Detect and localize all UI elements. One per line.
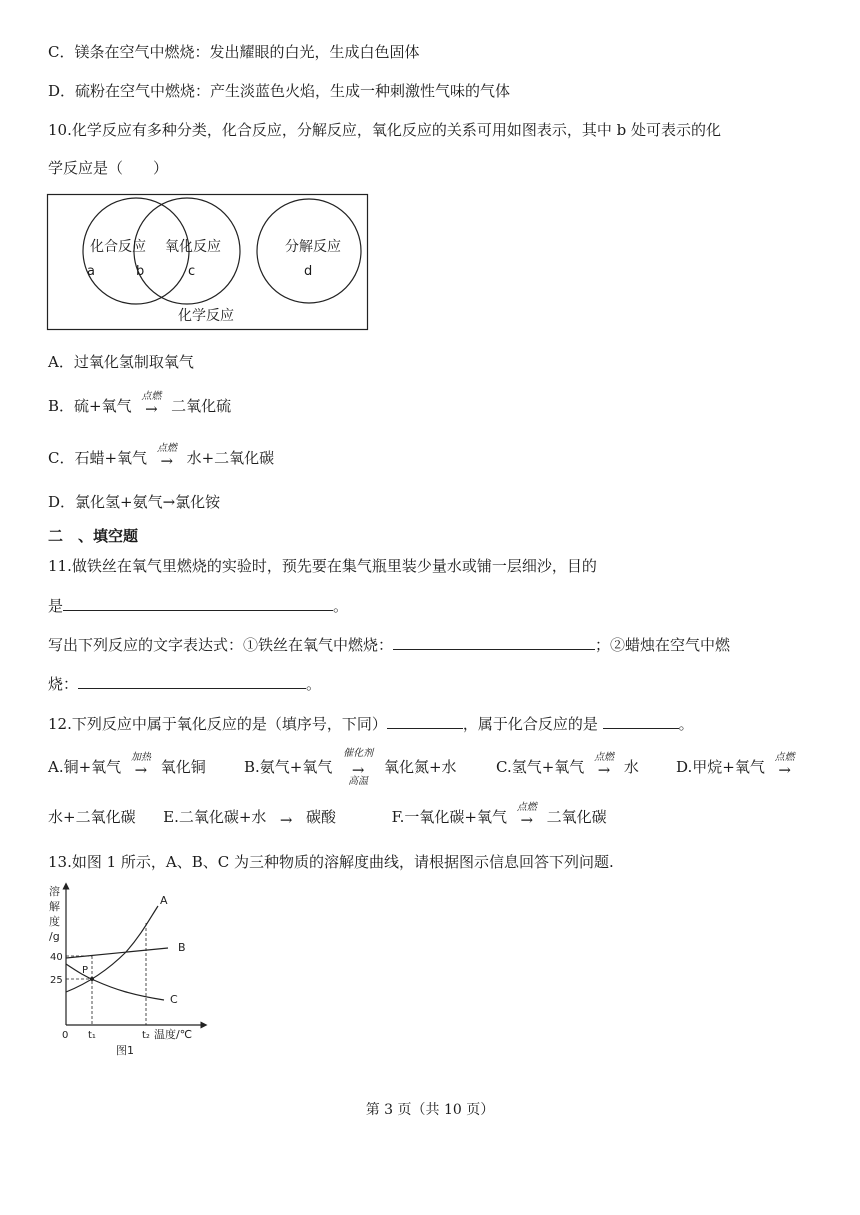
answer-blank[interactable] bbox=[63, 595, 333, 611]
reaction-venn-diagram bbox=[46, 193, 370, 332]
q12-a-reactants: A.铜+氧气 bbox=[48, 758, 122, 776]
curve-B-label: B bbox=[178, 941, 186, 954]
label-combination: 化合反应 bbox=[90, 239, 146, 255]
q12-d-reactants: D.甲烷+氧气 bbox=[676, 758, 765, 776]
arrow-condition: 点燃 bbox=[594, 752, 615, 763]
page-footer: 第 3 页（共 10 页） bbox=[365, 1102, 495, 1118]
q12-a-products: 氧化铜 bbox=[160, 758, 206, 776]
q12-f-products: 二氧化碳 bbox=[546, 808, 607, 826]
q12-e-products: 碳酸 bbox=[306, 808, 337, 826]
curve-A-label: A bbox=[160, 894, 168, 907]
q12-line2 bbox=[48, 802, 607, 829]
q11-prefix: 是 bbox=[48, 597, 64, 615]
q10-stem-line2: 学反应是（ ） bbox=[48, 159, 169, 177]
y-tick-40: 40 bbox=[50, 952, 63, 963]
q11-line2 bbox=[48, 595, 348, 616]
letter-d: d bbox=[304, 264, 313, 279]
reaction-arrow: 点燃 → bbox=[136, 397, 166, 417]
curve-A bbox=[66, 906, 158, 992]
q10-b-reactants: B．硫+氧气 bbox=[48, 397, 132, 415]
answer-blank[interactable] bbox=[603, 713, 679, 729]
label-chemical-reaction: 化学反应 bbox=[178, 308, 234, 324]
q10-stem-line1: 10.化学反应有多种分类，化合反应，分解反应，氧化反应的关系可用如图表示，其中 b 处可表示的化 bbox=[48, 121, 721, 139]
q12-stem-part2: ，属于化合反应的是 bbox=[462, 715, 598, 733]
reaction-arrow: 点燃 → bbox=[152, 449, 182, 469]
q12-d-products: 水+二氧化碳 bbox=[48, 808, 136, 826]
q11-line1: 11.做铁丝在氧气里燃烧的实验时，预先要在集气瓶里装少量水或铺一层细沙，目的 bbox=[48, 557, 597, 575]
label-decomposition: 分解反应 bbox=[285, 239, 341, 255]
q10-c-reactants: C．石蜡+氧气 bbox=[48, 449, 148, 467]
q12-b-products: 氧化氮+水 bbox=[383, 758, 457, 776]
answer-blank[interactable] bbox=[393, 634, 595, 650]
figure-caption: 图1 bbox=[116, 1044, 134, 1057]
q12-f-reactants: F.一氧化碳+氧气 bbox=[391, 808, 507, 826]
point-P-label: P bbox=[82, 965, 89, 976]
reaction-arrow: 催化剂 → 高温 bbox=[337, 758, 379, 778]
q11-expression-prompt-2: ；②蜡烛在空气中燃 bbox=[595, 636, 731, 654]
q12-c-reactants: C.氢气+氧气 bbox=[496, 758, 585, 776]
q12-option-d bbox=[676, 752, 800, 779]
x-tick-t2: t₂ bbox=[142, 1030, 150, 1041]
section-title: 二 、填空题 bbox=[48, 527, 139, 545]
letter-c: c bbox=[188, 264, 196, 279]
reaction-arrow: → bbox=[279, 811, 293, 829]
reaction-arrow: 点燃 → bbox=[770, 758, 800, 778]
q10-option-a: A．过氧化氢制取氧气 bbox=[48, 353, 194, 371]
x-tick-t1: t₁ bbox=[88, 1030, 96, 1041]
q10-option-c bbox=[48, 443, 275, 470]
ylabel-char: 解 bbox=[49, 900, 60, 913]
q9-option-d: D．硫粉在空气中燃烧：产生淡蓝色火焰，生成一种刺激性气味的气体 bbox=[48, 82, 511, 100]
q12-b-reactants: B.氨气+氧气 bbox=[244, 758, 333, 776]
q10-c-products: 水+二氧化碳 bbox=[186, 449, 275, 467]
q12-e-reactants: E.二氧化碳+水 bbox=[163, 808, 267, 826]
curve-B bbox=[66, 948, 168, 958]
ylabel-char: 度 bbox=[49, 915, 60, 928]
q11-line3 bbox=[48, 634, 730, 655]
q12-option-c bbox=[496, 752, 639, 779]
q11-expression-prompt: 写出下列反应的文字表达式：①铁丝在氧气中燃烧： bbox=[48, 636, 394, 654]
q11-line4-suffix: 。 bbox=[306, 675, 322, 693]
curve-C bbox=[66, 964, 164, 1000]
answer-blank[interactable] bbox=[387, 713, 463, 729]
q12-stem bbox=[48, 713, 694, 734]
point-P bbox=[90, 977, 94, 981]
origin-label: 0 bbox=[62, 1030, 69, 1041]
q9-option-c: C．镁条在空气中燃烧：发出耀眼的白光，生成白色固体 bbox=[48, 43, 420, 61]
q12-c-products: 水 bbox=[623, 758, 639, 776]
arrow-condition: 点燃 bbox=[516, 802, 537, 813]
label-oxidation: 氧化反应 bbox=[165, 239, 221, 255]
reaction-arrow: 点燃 → bbox=[512, 808, 542, 828]
arrow-condition: 点燃 bbox=[774, 752, 795, 763]
answer-blank[interactable] bbox=[78, 673, 306, 689]
reaction-arrow: 点燃 → bbox=[589, 758, 619, 778]
reaction-arrow: 加热 → bbox=[126, 758, 156, 778]
q10-option-b bbox=[48, 391, 232, 418]
solubility-chart bbox=[46, 880, 216, 1060]
arrow-condition: 加热 bbox=[130, 752, 151, 763]
q12-option-a bbox=[48, 752, 206, 779]
q11-line4-prefix: 烧： bbox=[48, 675, 79, 693]
curve-C-label: C bbox=[170, 993, 178, 1006]
q10-b-products: 二氧化硫 bbox=[171, 397, 232, 415]
arrow-condition-bottom: 高温 bbox=[348, 776, 369, 787]
q11-line4 bbox=[48, 673, 321, 694]
q12-option-b bbox=[244, 748, 457, 787]
q10-option-d: D．氯化氢+氨气→氯化铵 bbox=[48, 493, 221, 511]
ylabel-char: /g bbox=[49, 930, 60, 943]
arrow-condition-top: 催化剂 bbox=[343, 748, 374, 759]
letter-b: b bbox=[136, 264, 145, 279]
q12-stem-part1: 12.下列反应中属于氧化反应的是（填序号，下同） bbox=[48, 715, 387, 733]
ylabel-char: 溶 bbox=[49, 885, 60, 898]
x-axis-label: 温度/℃ bbox=[154, 1028, 193, 1041]
arrow-condition: 点燃 bbox=[141, 391, 162, 402]
q12-stem-part3: 。 bbox=[678, 715, 694, 733]
letter-a: a bbox=[87, 264, 95, 279]
q13-stem: 13.如图 1 所示，A、B、C 为三种物质的溶解度曲线，请根据图示信息回答下列问题. bbox=[48, 853, 614, 871]
y-tick-25: 25 bbox=[50, 975, 63, 986]
arrow-condition: 点燃 bbox=[156, 443, 177, 454]
q11-suffix: 。 bbox=[333, 597, 349, 615]
